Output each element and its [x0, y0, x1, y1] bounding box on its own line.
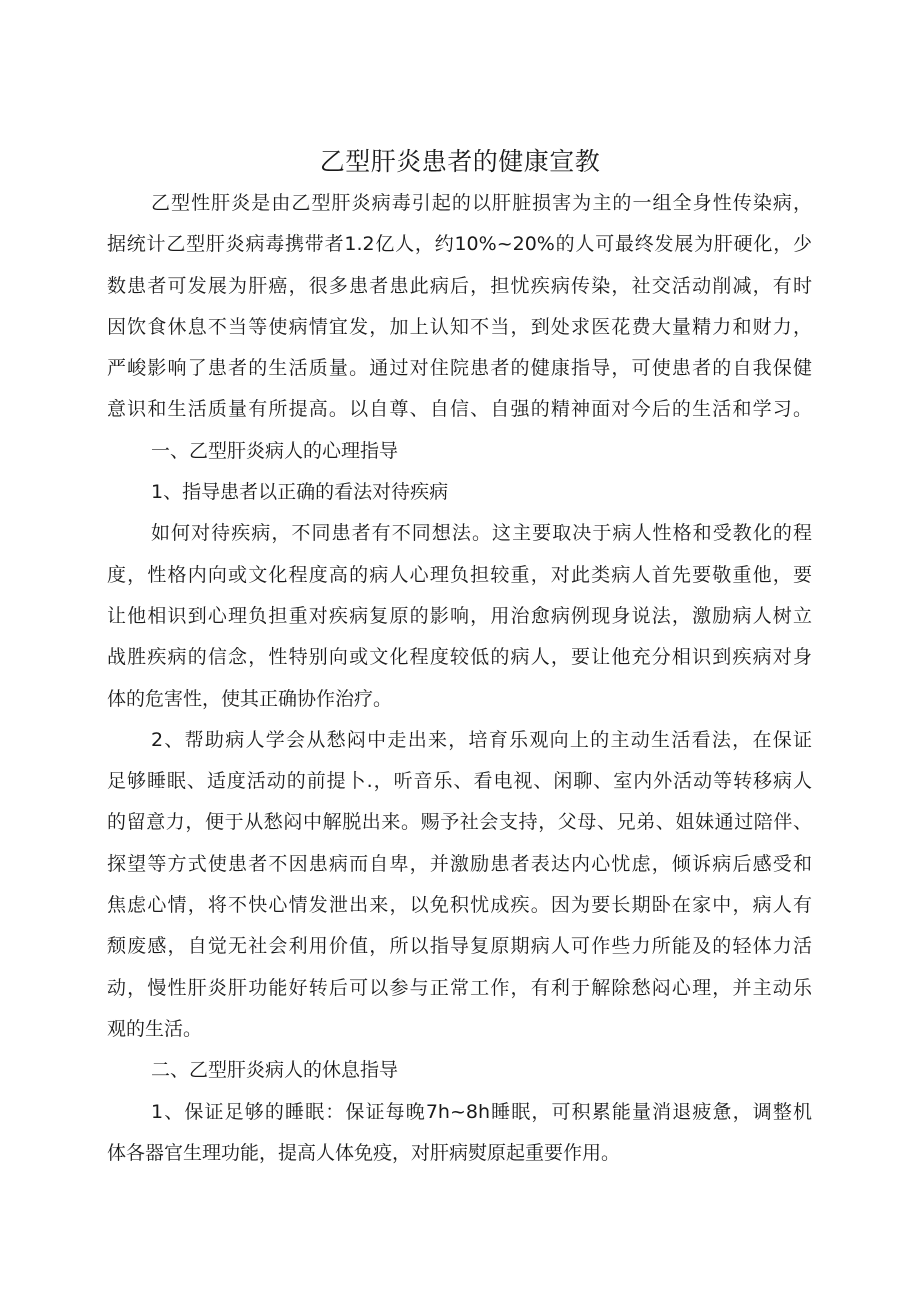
paragraph-line: 如何对待疾病，不同患者有不同想法。这主要取决于病人性格和受教化的程	[151, 522, 812, 545]
paragraph-line: 动，慢性肝炎肝功能好转后可以参与正常工作，有利于解除愁闷心理，并主动乐	[107, 976, 812, 999]
document-body	[107, 190, 812, 1181]
paragraph-line: 足够睡眠、适度活动的前提卜.，听音乐、看电视、闲聊、室内外活动等转移病人	[107, 770, 812, 793]
paragraph-line: 意识和生活质量有所提高。以自尊、自信、自强的精神面对今后的生活和学习。	[107, 398, 812, 421]
section-heading-1: 一、乙型肝炎病人的心理指导	[151, 439, 399, 462]
paragraph-line: 严峻影响了患者的生活质量。通过对住院患者的健康指导，可使患者的自我保健	[107, 357, 812, 380]
paragraph-line: 据统计乙型肝炎病毒携带者1.2亿人，约10%~20%的人可最终发展为肝硬化，少	[107, 233, 812, 256]
paragraph-line: 因饮食休息不当等使病情宜发，加上认知不当，到处求医花费大量精力和财力，	[107, 315, 812, 338]
paragraph-line: 让他相识到心理负担重对疾病复原的影响，用治愈病例现身说法，激励病人树立	[107, 604, 812, 627]
paragraph-line: 观的生活。	[107, 1017, 203, 1040]
subheading-1-1: 1、指导患者以正确的看法对待疾病	[151, 481, 449, 504]
paragraph-line: 体各器官生理功能，提高人体免疫，对肝病熨原起重要作用。	[107, 1141, 621, 1164]
paragraph-line: 度，性格内向或文化程度高的病人心理负担较重，对此类病人首先要敬重他，要	[107, 563, 812, 586]
paragraph-line: 体的危害性，使其正确协作治疗。	[107, 687, 393, 710]
paragraph-line: 颓废感，自觉无社会利用价值，所以指导复原期病人可作些力所能及的轻体力活	[107, 935, 812, 958]
paragraph-line: 数患者可发展为肝癌，很多患者患此病后，担忧疾病传染，社交活动削减，有时	[107, 274, 812, 297]
paragraph-line: 乙型性肝炎是由乙型肝炎病毒引起的以肝脏损害为主的一组全身性传染病，	[151, 192, 812, 214]
section-heading-2: 二、乙型肝炎病人的休息指导	[151, 1059, 399, 1082]
paragraph-line: 战胜疾病的信念，性特别向或文化程度较低的病人，要让他充分相识到疾病对身	[107, 646, 812, 669]
paragraph-line: 焦虑心情，将不快心情发泄出来，以免积忧成疾。因为要长期卧在家中，病人有	[107, 894, 812, 917]
paragraph-line: 的留意力，便于从愁闷中解脱出来。赐予社会支持，父母、兄弟、姐妹通过陪伴、	[107, 811, 812, 834]
paragraph-line: 探望等方式使患者不因患病而自卑，并激励患者表达内心忧虑，倾诉病后感受和	[107, 852, 812, 875]
paragraph-line: 1、保证足够的睡眠：保证每晚7h~8h睡眠，可积累能量消退疲惫，调整机	[151, 1100, 812, 1123]
paragraph-line: 2、帮助病人学会从愁闷中走出来，培育乐观向上的主动生活看法，在保证	[151, 728, 812, 751]
document-title: 乙型肝炎患者的健康宣教	[319, 147, 601, 176]
